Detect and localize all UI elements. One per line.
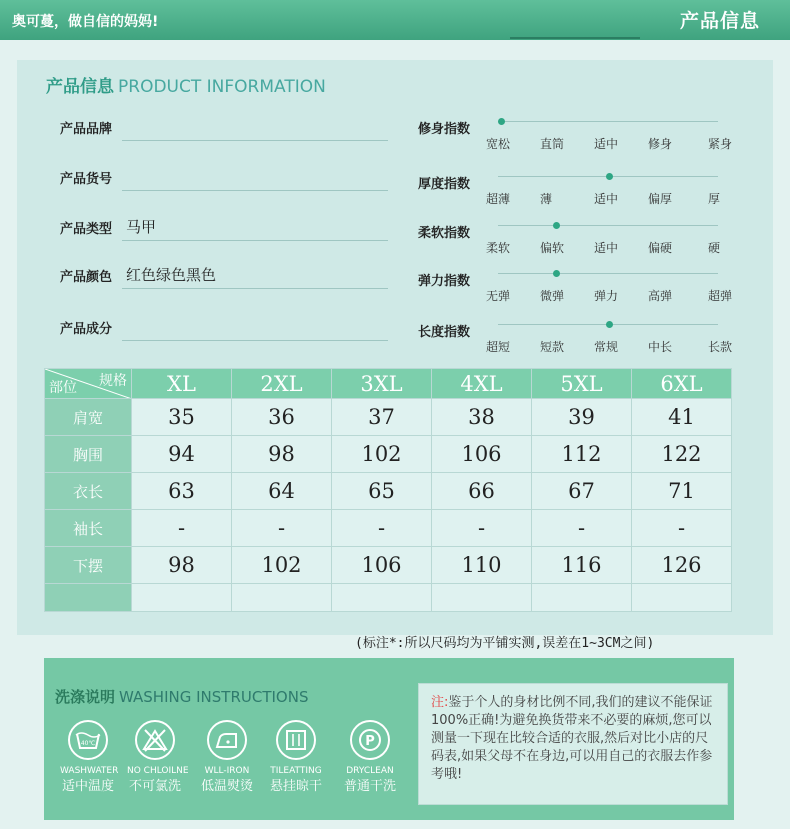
wash-icon-en: WASHWATER — [60, 766, 119, 776]
table-cell: - — [432, 510, 532, 547]
size-header: 2XL — [232, 369, 332, 399]
row-label: 胸围 — [45, 436, 132, 473]
size-header-row — [45, 369, 732, 399]
scale-option: 超短 — [486, 340, 511, 354]
scale-length — [418, 324, 748, 364]
corner-spec-label: 规格 — [99, 373, 127, 389]
scale-option: 硬 — [708, 241, 721, 255]
table-cell: 94 — [132, 436, 232, 473]
table-cell: 39 — [532, 399, 632, 436]
scale-marker — [553, 270, 560, 277]
table-cell: 98 — [132, 547, 232, 584]
field-label: 产品货号 — [60, 172, 113, 187]
size-table-corner — [45, 369, 132, 399]
wash-icon-en: TILEATTING — [270, 766, 322, 776]
table-row — [45, 510, 732, 547]
wash-icon-en: WLL-IRON — [204, 766, 250, 776]
dry-clean-item — [342, 720, 398, 794]
no-bleach-icon — [135, 720, 175, 760]
svg-text:40℃: 40℃ — [80, 740, 96, 747]
field-value: 红色绿色黑色 — [126, 266, 217, 284]
table-cell: 106 — [432, 436, 532, 473]
field-underline — [122, 140, 388, 141]
scale-label: 修身指数 — [418, 122, 471, 137]
scale-marker — [553, 222, 560, 229]
washing-title — [55, 686, 308, 707]
banner-underline — [510, 37, 640, 39]
scale-option: 薄 — [540, 192, 553, 206]
scale-option: 微弹 — [540, 289, 565, 303]
scale-option: 适中 — [594, 137, 619, 151]
scale-marker — [498, 118, 505, 125]
table-cell: 41 — [632, 399, 732, 436]
scale-option: 偏硬 — [648, 241, 673, 255]
scale-option: 偏软 — [540, 241, 565, 255]
no-bleach-item — [127, 720, 189, 794]
hang-dry-icon — [276, 720, 316, 760]
wash-icon-cn: 普通干洗 — [343, 779, 396, 794]
scale-option: 适中 — [594, 241, 619, 255]
scale-label: 柔软指数 — [418, 226, 471, 241]
size-header: 6XL — [632, 369, 732, 399]
wash-icon-cn: 悬挂晾干 — [269, 779, 322, 794]
scale-marker — [606, 173, 613, 180]
row-label: 衣长 — [45, 473, 132, 510]
table-cell: 126 — [632, 547, 732, 584]
table-cell: 102 — [232, 547, 332, 584]
wash-icon-en: NO CHLOILNE — [127, 766, 189, 776]
table-cell: - — [532, 510, 632, 547]
product-info-title-cn: 产品信息 — [46, 77, 114, 97]
table-cell: 35 — [132, 399, 232, 436]
hang-dry-item — [268, 720, 324, 794]
iron-icon — [207, 720, 247, 760]
scale-elasticity — [418, 273, 748, 313]
field-material — [60, 318, 390, 342]
top-banner — [0, 0, 790, 40]
table-row — [45, 547, 732, 584]
table-cell-empty — [432, 584, 532, 612]
scale-option: 长款 — [708, 340, 733, 354]
table-cell: - — [332, 510, 432, 547]
table-cell: 38 — [432, 399, 532, 436]
wash-icon-cn: 适中温度 — [61, 779, 114, 794]
scale-softness — [418, 225, 748, 265]
table-cell: 71 — [632, 473, 732, 510]
field-underline — [122, 190, 388, 191]
scale-option: 常规 — [594, 340, 619, 354]
field-label: 产品品牌 — [60, 122, 113, 137]
table-cell: 112 — [532, 436, 632, 473]
svg-text:P: P — [365, 734, 375, 749]
scale-label: 长度指数 — [418, 325, 471, 340]
size-table — [44, 368, 732, 612]
row-label: 肩宽 — [45, 399, 132, 436]
row-label-empty — [45, 584, 132, 612]
scale-option: 中长 — [648, 340, 673, 354]
size-header: 3XL — [332, 369, 432, 399]
scale-option: 直筒 — [540, 137, 565, 151]
field-color — [60, 266, 390, 290]
scale-option: 超薄 — [486, 192, 511, 206]
scale-option: 短款 — [540, 340, 565, 354]
table-row-empty — [45, 584, 732, 612]
size-advice-box — [418, 683, 728, 805]
scale-track — [498, 225, 718, 226]
washing-title-cn: 洗涤说明 — [55, 688, 116, 706]
table-cell: - — [132, 510, 232, 547]
scale-option: 柔软 — [486, 241, 511, 255]
scale-option: 高弹 — [648, 289, 673, 303]
brand-slogan: 奥可蔓，做自信的妈妈! — [12, 14, 159, 30]
scale-option: 无弹 — [486, 289, 511, 303]
scale-marker — [606, 321, 613, 328]
scale-option: 适中 — [594, 192, 619, 206]
scale-option: 超弹 — [708, 289, 733, 303]
table-cell: 106 — [332, 547, 432, 584]
scale-option: 紧身 — [708, 137, 733, 151]
dry-clean-icon — [350, 720, 390, 760]
table-cell: - — [632, 510, 732, 547]
field-brand — [60, 118, 390, 142]
scale-label: 厚度指数 — [418, 177, 471, 192]
scale-track — [498, 121, 718, 122]
table-cell: 37 — [332, 399, 432, 436]
table-cell: 116 — [532, 547, 632, 584]
banner-title: 产品信息 — [679, 10, 760, 32]
scale-option: 弹力 — [594, 289, 619, 303]
wash-tub-icon — [68, 720, 108, 760]
table-row — [45, 399, 732, 436]
row-label: 下摆 — [45, 547, 132, 584]
iron-item — [199, 720, 255, 794]
field-item-number — [60, 168, 390, 192]
scale-option: 修身 — [648, 137, 673, 151]
table-cell: 122 — [632, 436, 732, 473]
field-label: 产品类型 — [60, 222, 113, 237]
wash-icon-cn: 不可氯洗 — [128, 779, 181, 794]
table-cell: 65 — [332, 473, 432, 510]
size-header: 4XL — [432, 369, 532, 399]
scale-option: 厚 — [708, 192, 721, 206]
table-cell-empty — [132, 584, 232, 612]
field-label: 产品成分 — [60, 322, 113, 337]
table-cell-empty — [532, 584, 632, 612]
table-cell-empty — [632, 584, 732, 612]
scale-option: 偏厚 — [648, 192, 673, 206]
table-cell: 66 — [432, 473, 532, 510]
scale-fit — [418, 121, 748, 161]
table-cell: 67 — [532, 473, 632, 510]
table-cell: 98 — [232, 436, 332, 473]
table-cell: 63 — [132, 473, 232, 510]
row-label: 袖长 — [45, 510, 132, 547]
size-note: (标注*:所以尺码均为平铺实测,误差在1~3CM之间) — [355, 636, 655, 651]
washing-title-en: WASHING INSTRUCTIONS — [119, 688, 309, 706]
scale-label: 弹力指数 — [418, 274, 471, 289]
table-row — [45, 436, 732, 473]
notice-prefix: 注: — [431, 695, 449, 710]
field-underline — [122, 288, 388, 289]
table-cell-empty — [232, 584, 332, 612]
field-underline — [122, 340, 388, 341]
product-info-title-en: PRODUCT INFORMATION — [118, 77, 326, 97]
table-cell-empty — [332, 584, 432, 612]
table-row — [45, 473, 732, 510]
table-cell: 110 — [432, 547, 532, 584]
scale-option: 宽松 — [486, 137, 511, 151]
size-header: 5XL — [532, 369, 632, 399]
notice-text: 鉴于个人的身材比例不同,我们的建议不能保证100%正确!为避免换货带来不必要的麻烦,您可以测量一下现在比较合适的衣服,然后对比小店的尺码表,如果父母不在身边,可以用自己的衣服去作参考哦! — [431, 695, 713, 782]
product-info-title — [46, 72, 326, 97]
size-header: XL — [132, 369, 232, 399]
wash-icon-cn: 低温熨烫 — [200, 779, 253, 794]
corner-part-label: 部位 — [49, 380, 77, 396]
field-value: 马甲 — [126, 218, 157, 236]
table-cell: 36 — [232, 399, 332, 436]
table-cell: 102 — [332, 436, 432, 473]
wash-water-item — [60, 720, 119, 794]
field-label: 产品颜色 — [60, 270, 113, 285]
table-cell: - — [232, 510, 332, 547]
scale-track — [498, 273, 718, 274]
wash-icon-en: DRYCLEAN — [346, 766, 394, 776]
field-underline — [122, 240, 388, 241]
field-type — [60, 218, 390, 242]
scale-thickness — [418, 176, 748, 216]
table-cell: 64 — [232, 473, 332, 510]
